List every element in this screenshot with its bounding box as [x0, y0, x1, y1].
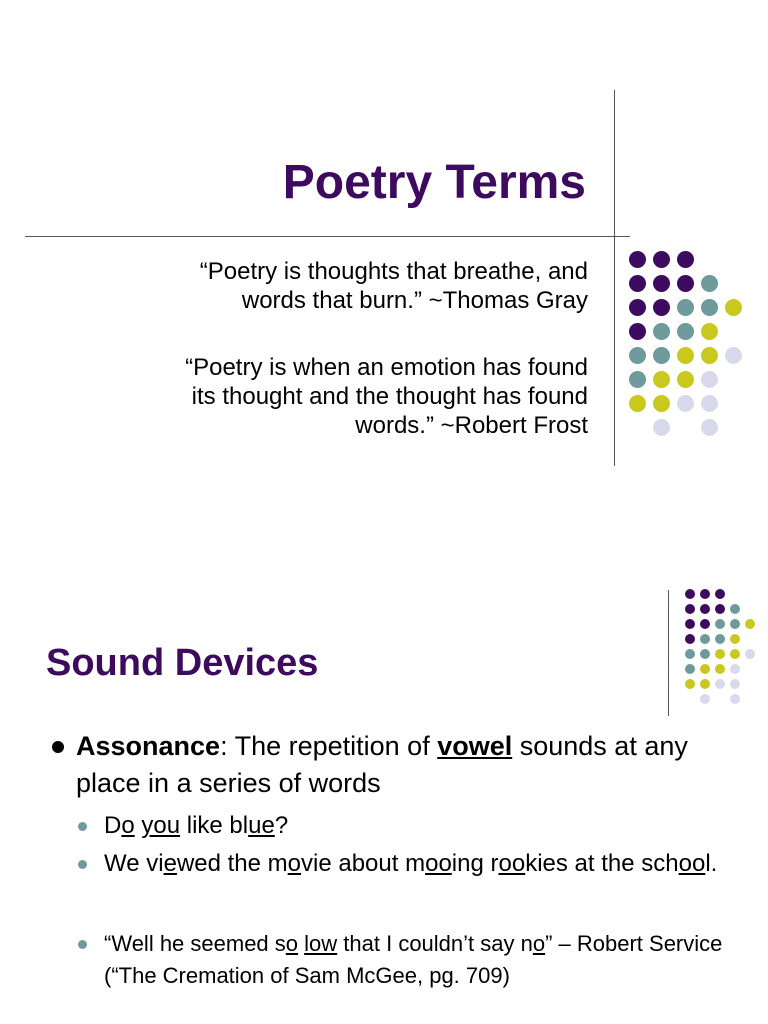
decorative-dot: [701, 323, 718, 340]
decorative-dot: [677, 323, 694, 340]
sub-bullet-icon: [78, 860, 87, 869]
decorative-dot: [700, 604, 710, 614]
text: ” – Robert Service (“The Cremation of Sam McGee, pg. 709): [104, 931, 723, 988]
text: l.: [705, 850, 718, 877]
decorative-dot: [701, 275, 718, 292]
decorative-dot: [677, 347, 694, 364]
decorative-dot: [701, 371, 718, 388]
decorative-dot: [629, 395, 646, 412]
decorative-dot: [685, 589, 695, 599]
decorative-dot: [629, 371, 646, 388]
text: kies at the sch: [525, 850, 679, 877]
text: D: [104, 812, 122, 839]
decorative-dot: [629, 323, 646, 340]
decorative-dot: [701, 347, 718, 364]
sub-bullet-icon: [78, 940, 87, 949]
decorative-dot: [629, 275, 646, 292]
decorative-dot: [629, 251, 646, 268]
underlined-sound: ue: [248, 812, 275, 839]
underlined-sound: o: [121, 812, 135, 839]
quote-line: “Poetry is thoughts that breathe, and: [199, 258, 588, 285]
decorative-dot: [653, 395, 670, 412]
decorative-dot: [700, 664, 710, 674]
decorative-dot: [745, 649, 755, 659]
decorative-dot: [629, 347, 646, 364]
decorative-dot: [700, 589, 710, 599]
decorative-dot: [677, 371, 694, 388]
text: We vi: [104, 850, 164, 877]
term-assonance: Assonance: [76, 731, 221, 761]
text: “Well he seemed s: [104, 931, 286, 956]
decorative-dot: [685, 649, 695, 659]
decorative-dot: [730, 619, 740, 629]
decorative-dot: [685, 604, 695, 614]
bullet-icon: [52, 741, 64, 753]
quote-line: “Poetry is when an emotion has found: [185, 354, 588, 381]
decorative-dot: [730, 634, 740, 644]
decorative-dot: [725, 347, 742, 364]
keyword-vowel: vowel: [437, 731, 513, 761]
underlined-sound: oo: [425, 850, 452, 877]
text: ing r: [451, 850, 499, 877]
decorative-dot: [730, 679, 740, 689]
text: that I couldn’t say n: [337, 931, 533, 956]
decorative-dot: [685, 634, 695, 644]
decorative-dot: [653, 251, 670, 268]
decorative-dot: [715, 604, 725, 614]
example-2: [76, 848, 726, 880]
decorative-dot: [701, 419, 718, 436]
bullet-assonance: [48, 728, 748, 802]
decorative-dot: [745, 619, 755, 629]
decorative-dot: [715, 664, 725, 674]
quote-line: words.” ~Robert Frost: [355, 412, 588, 439]
decorative-dot: [700, 694, 710, 704]
decorative-dot: [700, 649, 710, 659]
definition-text: sounds at any place in a series of words: [76, 731, 688, 798]
decorative-dot: [653, 371, 670, 388]
example-3: [76, 928, 726, 992]
example-text: [104, 810, 726, 842]
decorative-dot: [730, 694, 740, 704]
decorative-dot: [700, 679, 710, 689]
decorative-dot: [677, 299, 694, 316]
definition-text: : The repetition of: [220, 731, 438, 761]
sub-bullet-icon: [78, 822, 87, 831]
decorative-dot: [677, 251, 694, 268]
example-text: [104, 848, 726, 880]
quote-line: its thought and the thought has found: [191, 383, 588, 410]
decorative-dot: [715, 619, 725, 629]
decorative-dot: [730, 649, 740, 659]
decorative-dot: [685, 679, 695, 689]
decorative-dot: [653, 419, 670, 436]
slide-title: Sound Devices: [46, 642, 319, 684]
decorative-dot: [730, 604, 740, 614]
decorative-dot: [685, 664, 695, 674]
quote-line: words that burn.” ~Thomas Gray: [241, 287, 588, 314]
decorative-dot: [677, 395, 694, 412]
decorative-dot: [715, 649, 725, 659]
decorative-dot: [629, 299, 646, 316]
decorative-dot: [701, 299, 718, 316]
text: vie about m: [301, 850, 426, 877]
text: ?: [274, 812, 289, 839]
decorative-dot: [725, 299, 742, 316]
bullet-text: [76, 728, 748, 802]
decorative-dot: [715, 634, 725, 644]
decorative-dot: [653, 323, 670, 340]
decorative-dot: [653, 275, 670, 292]
decorative-dot: [715, 589, 725, 599]
underlined-sound: e: [163, 850, 177, 877]
example-1: [76, 810, 726, 842]
text: wed the m: [176, 850, 288, 877]
decorative-dot: [677, 275, 694, 292]
decorative-dot: [701, 395, 718, 412]
underlined-sound: oo: [498, 850, 526, 877]
decorative-dot: [685, 619, 695, 629]
decorative-dot: [730, 664, 740, 674]
text: like bl: [180, 812, 249, 839]
slide-title: Poetry Terms: [282, 156, 586, 209]
underlined-sound: oo: [678, 850, 706, 877]
underlined-sound: o: [287, 850, 302, 877]
decorative-dot: [653, 347, 670, 364]
example-text: [104, 928, 726, 992]
decorative-dot: [700, 634, 710, 644]
underlined-sound: o: [532, 931, 546, 956]
underlined-sound: low: [304, 931, 338, 956]
decorative-dot: [715, 679, 725, 689]
underlined-sound: you: [141, 812, 181, 839]
underlined-sound: o: [285, 931, 299, 956]
decorative-dot: [700, 619, 710, 629]
decorative-dot: [653, 299, 670, 316]
slide-sound-devices: [0, 512, 768, 1024]
